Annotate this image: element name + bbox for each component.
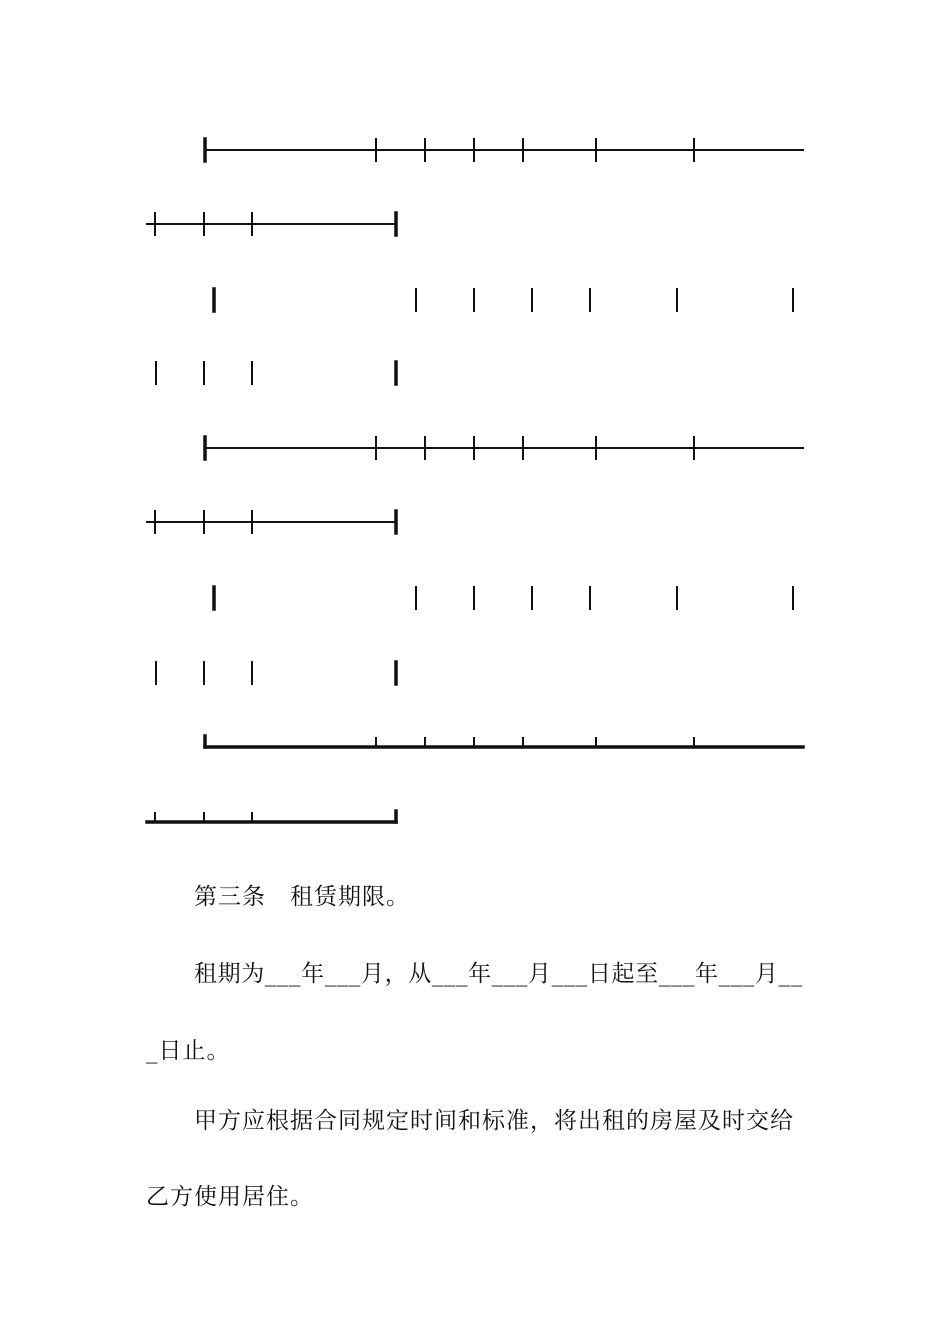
table-bottom-border-row xyxy=(205,736,803,747)
table-cell-separators-row xyxy=(214,289,793,311)
article-heading: 第三条 租赁期限。 xyxy=(194,884,410,910)
lease-term-line-1: 租期为___年___月，从___年___月___日起至___年___月__ xyxy=(194,961,803,987)
table-top-border-row xyxy=(205,139,803,161)
table-cell-separators-row-2 xyxy=(214,587,793,609)
delivery-paragraph-line-2: 乙方使用居住。 xyxy=(146,1184,314,1210)
lease-term-line-2: _日止。 xyxy=(146,1038,231,1064)
table-middle-border-continuation xyxy=(147,511,396,533)
delivery-paragraph-line-1: 甲方应根据合同规定时间和标准，将出租的房屋及时交给 xyxy=(194,1108,794,1134)
table-bottom-border-continuation xyxy=(147,811,396,822)
table-middle-border-row xyxy=(205,437,803,459)
table-cell-separators-continuation xyxy=(156,362,396,384)
table-top-border-continuation xyxy=(147,213,396,235)
table-cell-separators-continuation-2 xyxy=(156,662,396,684)
